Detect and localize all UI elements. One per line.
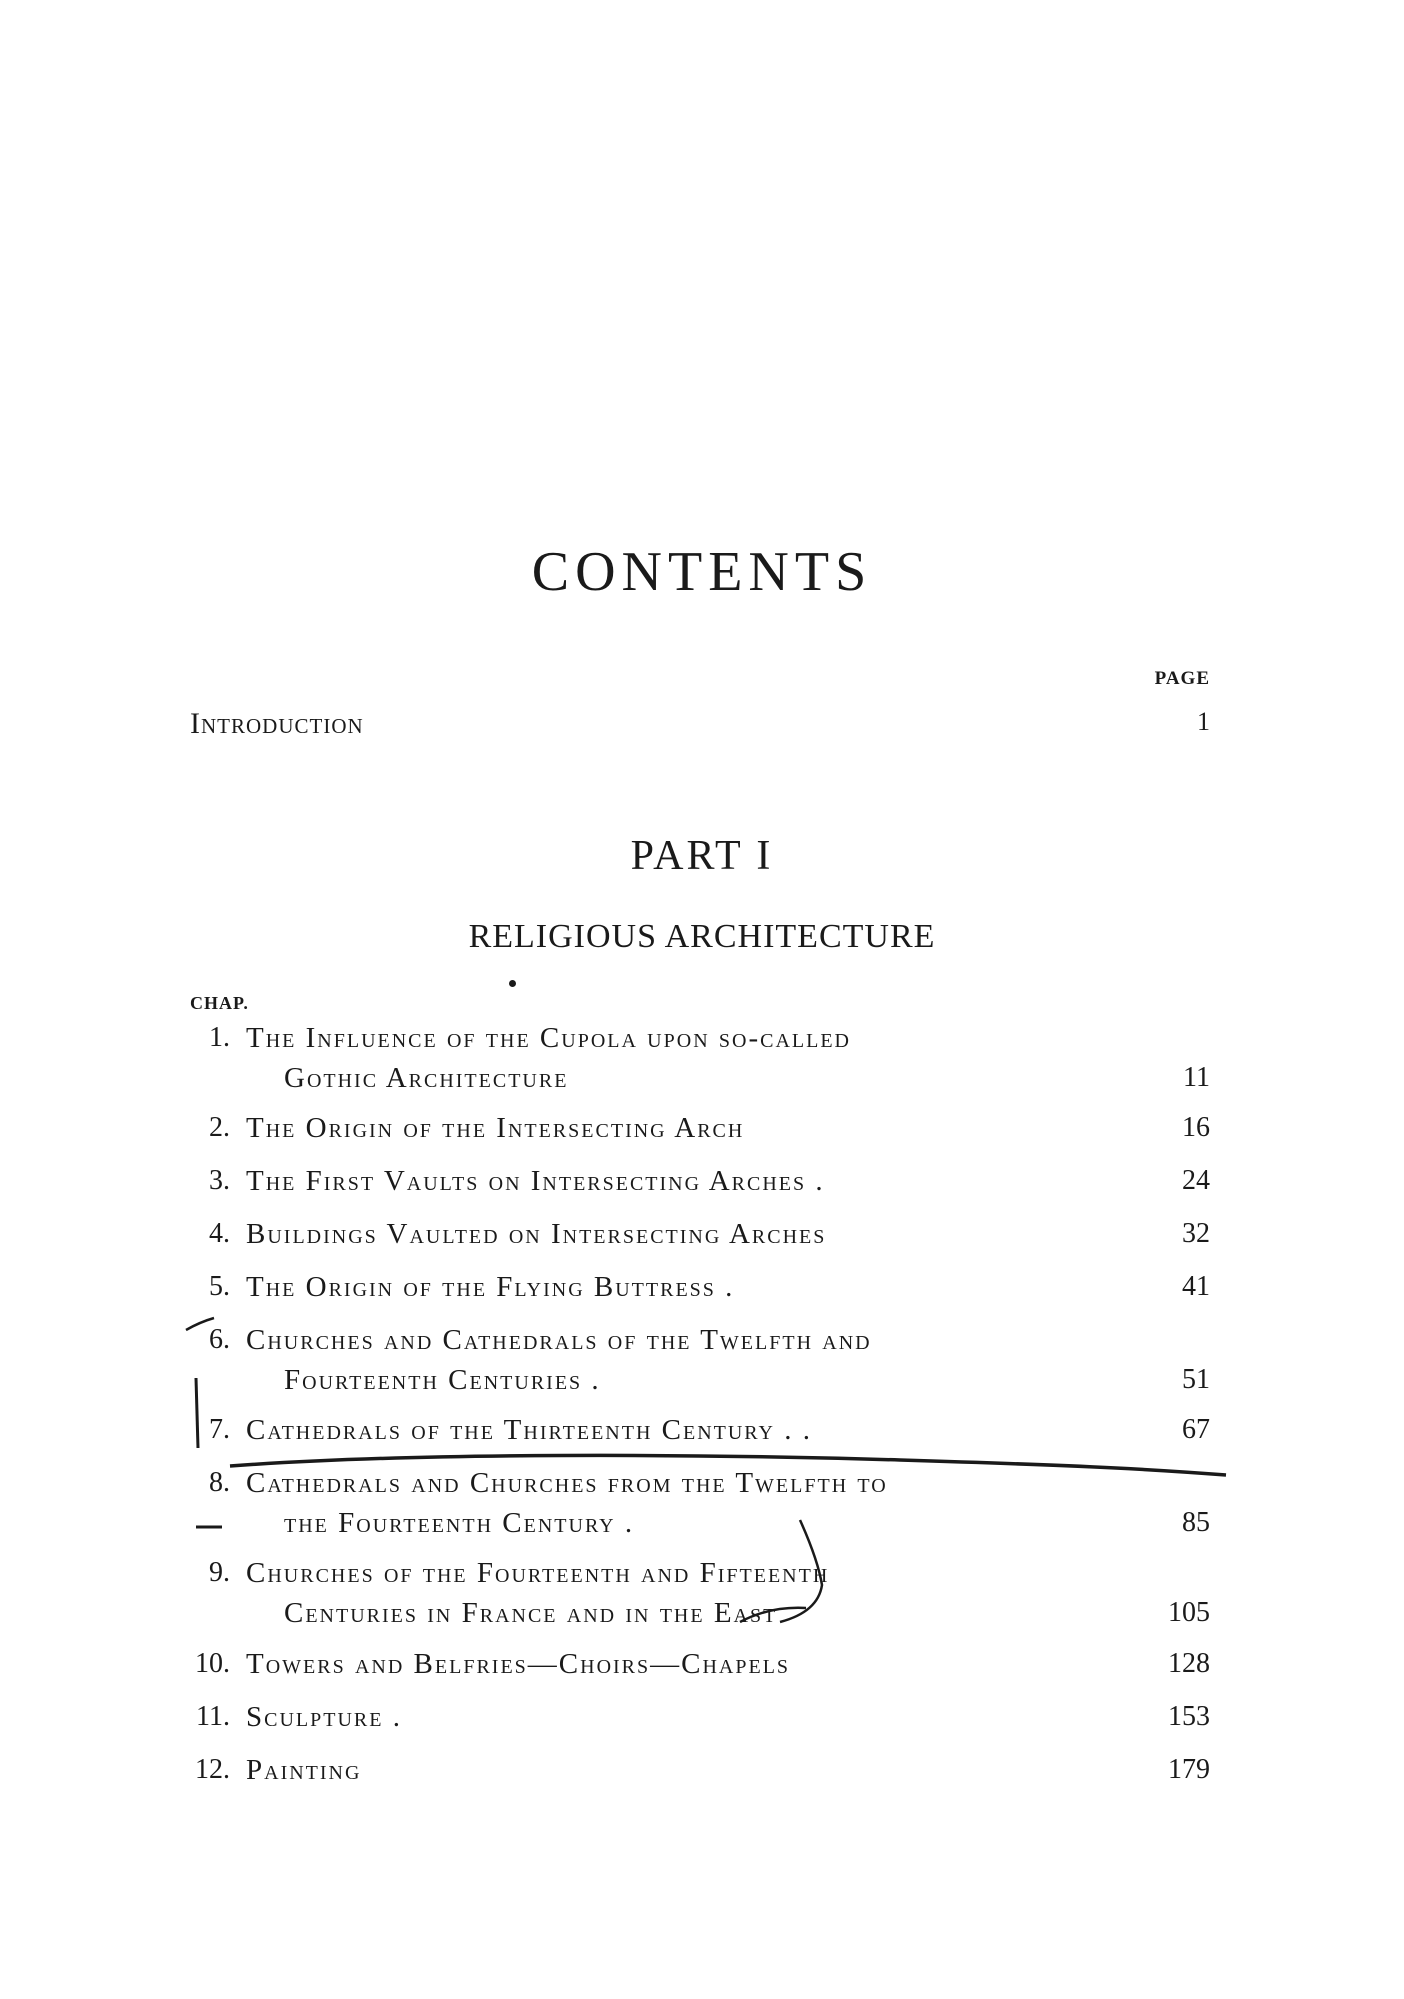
- stray-ink-dot: [509, 980, 516, 987]
- chapter-number: 9.: [209, 1557, 230, 1588]
- part-subtitle: RELIGIOUS ARCHITECTURE: [468, 918, 936, 955]
- chapter-page-number: 85: [1182, 1507, 1210, 1538]
- chapter-number: 12.: [195, 1754, 230, 1785]
- chapter-title-line-2: Fourteenth Centuries .: [284, 1364, 601, 1396]
- chapter-page-number: 105: [1168, 1597, 1210, 1628]
- chapter-title: Sculpture .: [246, 1701, 402, 1733]
- chapter-title: The Origin of the Flying Buttress .: [246, 1271, 735, 1303]
- chapter-title-line-2: Gothic Architecture: [284, 1062, 569, 1094]
- contents-heading: CONTENTS: [531, 541, 873, 603]
- chapter-number: 8.: [209, 1467, 230, 1498]
- chapter-number: 11.: [196, 1701, 230, 1732]
- chapter-number: 6.: [209, 1324, 230, 1355]
- chapter-title-line-1: The Influence of the Cupola upon so-called: [246, 1022, 851, 1054]
- chapter-page-number: 67: [1182, 1414, 1210, 1445]
- chapter-page-number: 179: [1168, 1754, 1210, 1785]
- chapter-title-line-1: Cathedrals and Churches from the Twelfth to: [246, 1467, 888, 1499]
- chapter-number: 5.: [209, 1271, 230, 1302]
- introduction-page-number: 1: [1197, 707, 1210, 736]
- chapter-number: 3.: [209, 1165, 230, 1196]
- chapter-number: 4.: [209, 1218, 230, 1249]
- chapter-number: 1.: [209, 1022, 230, 1053]
- page-column-label: PAGE: [1154, 668, 1210, 689]
- chapter-number: 7.: [209, 1414, 230, 1445]
- chapter-page-number: 128: [1168, 1648, 1210, 1679]
- chapter-title: Buildings Vaulted on Intersecting Arches: [246, 1218, 827, 1250]
- chapter-number: 10.: [195, 1648, 230, 1679]
- chapter-page-number: 11: [1183, 1062, 1210, 1093]
- chapter-title-line-2: the Fourteenth Century .: [284, 1507, 635, 1539]
- chapter-number: 2.: [209, 1112, 230, 1143]
- chapter-title-line-1: Churches of the Fourteenth and Fifteenth: [246, 1557, 830, 1589]
- chapter-title: Painting: [246, 1754, 362, 1786]
- chapter-page-number: 16: [1182, 1112, 1210, 1143]
- chapter-page-number: 153: [1168, 1701, 1210, 1732]
- chapter-title-line-1: Churches and Cathedrals of the Twelfth and: [246, 1324, 872, 1356]
- chapter-page-number: 51: [1182, 1364, 1210, 1395]
- chapter-page-number: 32: [1182, 1218, 1210, 1249]
- chapter-title: Towers and Belfries—Choirs—Chapels: [246, 1648, 791, 1680]
- part-title: PART I: [630, 833, 774, 879]
- introduction-title: Introduction: [190, 707, 364, 740]
- chapter-title: The Origin of the Intersecting Arch: [246, 1112, 745, 1144]
- chapter-title: The First Vaults on Intersecting Arches .: [246, 1165, 825, 1197]
- chapter-title: Cathedrals of the Thirteenth Century . .: [246, 1414, 812, 1446]
- chapter-title-line-2: Centuries in France and in the East: [284, 1597, 778, 1629]
- chapter-page-number: 24: [1182, 1165, 1210, 1196]
- chapter-page-number: 41: [1182, 1271, 1210, 1302]
- chapter-column-label: CHAP.: [190, 993, 249, 1013]
